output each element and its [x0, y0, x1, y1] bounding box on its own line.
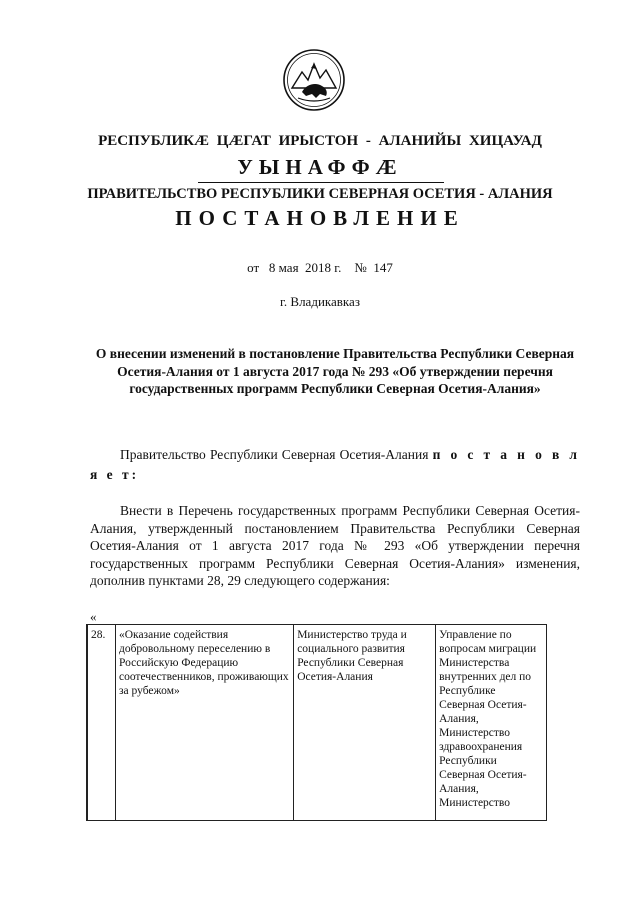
ossetian-resolution-title: УЫНАФФÆ: [237, 155, 403, 179]
intro-decrees: п о с т а н о в л я е т:: [90, 447, 580, 482]
intro-text: Правительство Республики Северная Осетия-Алания: [120, 447, 433, 462]
intro-paragraph: [90, 445, 580, 485]
resolution-title: ПОСТАНОВЛЕНИЕ: [175, 206, 465, 230]
program-name-cell: «Оказание содействия добровольному переселению в Российскую Федерацию соотечественников, проживающих за рубежом»: [115, 625, 293, 821]
russian-government-line: ПРАВИТЕЛЬСТВО РЕСПУБЛИКИ СЕВЕРНАЯ ОСЕТИЯ - АЛАНИЯ: [87, 186, 553, 202]
date-and-number: от 8 мая 2018 г. № 147: [247, 260, 393, 275]
ossetian-government-line: РЕСПУБЛИКÆ ЦÆГАТ ИРЫСТОН - АЛАНИЙЫ ХИЦАУАД: [98, 133, 542, 149]
header-divider: [198, 182, 444, 183]
coat-of-arms-emblem: [282, 48, 346, 112]
main-paragraph: Внести в Перечень государственных программ Республики Северная Осетия-Алания, утвержденный постановлением Правительства Республики Северная Осетия-Алания от 1 августа 2017 года № 293 «Об утверждении перечня государственных программ Республики Северная Осетия-Алания» изменения, дополнив пунктами 28, 29 следующего содержания:: [90, 503, 580, 588]
co-executors-cell: Управление по вопросам миграции Министерства внутренних дел по Республике Северная Осетия-Алания, Министерство здравоохранения Республики Северная Осетия-Алания, Министерство: [436, 625, 547, 821]
row-number: 28.: [87, 625, 115, 821]
responsible-executor-cell: Министерство труда и социального развития Республики Северная Осетия-Алания: [294, 625, 436, 821]
opening-quote: «: [90, 609, 97, 624]
resolution-subject: О внесении изменений в постановление Правительства Республики Северная Осетия-Алания от 1 августа 2017 года № 293 «Об утверждении перечня государственных программ Республики Северная Осетия-Алания»: [95, 346, 575, 396]
table-row: [87, 625, 547, 821]
programs-table: [86, 624, 547, 821]
city-line: г. Владикавказ: [280, 294, 360, 309]
